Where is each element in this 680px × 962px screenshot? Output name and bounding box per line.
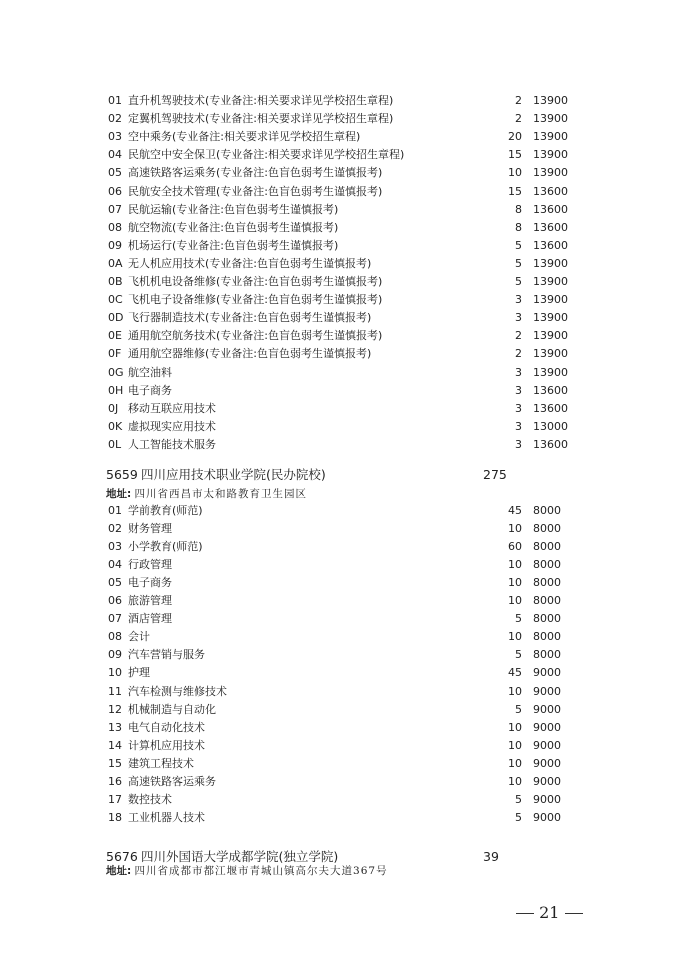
program-row xyxy=(0,110,680,128)
program-fee: 13900 xyxy=(533,166,568,180)
program-row xyxy=(0,574,680,592)
program-row xyxy=(0,664,680,682)
program-fee: 9000 xyxy=(533,666,561,680)
program-count: 8 xyxy=(515,202,522,216)
program-row xyxy=(0,592,680,610)
page-number-text: 21 xyxy=(539,903,560,922)
program-row xyxy=(0,400,680,418)
program-name: 护理 xyxy=(128,666,150,680)
program-count: 3 xyxy=(515,311,522,325)
program-count: 10 xyxy=(508,756,522,770)
program-code: 01 xyxy=(108,94,122,107)
address-label: 地址: xyxy=(106,865,132,877)
program-count: 10 xyxy=(508,576,522,590)
program-row xyxy=(0,610,680,628)
program-fee: 13900 xyxy=(533,311,568,325)
program-row xyxy=(0,628,680,646)
program-name: 建筑工程技术 xyxy=(128,756,194,770)
program-count: 10 xyxy=(508,774,522,788)
program-fee: 8000 xyxy=(533,558,561,572)
program-code: 04 xyxy=(108,148,122,162)
program-fee: 8000 xyxy=(533,612,561,626)
program-name: 民航安全技术管理(专业备注:色盲色弱考生谨慎报考) xyxy=(128,184,383,198)
program-row xyxy=(0,146,680,164)
program-count: 8 xyxy=(515,220,522,234)
program-fee: 13600 xyxy=(533,184,568,198)
program-count: 5 xyxy=(515,702,522,716)
program-name: 飞机机电设备维修(专业备注:色盲色弱考生谨慎报考) xyxy=(128,275,383,288)
program-count: 5 xyxy=(515,612,522,626)
program-name: 工业机器人技术 xyxy=(128,810,205,824)
program-count: 10 xyxy=(508,594,522,608)
program-count: 5 xyxy=(515,792,522,806)
program-row xyxy=(0,719,680,737)
program-fee: 13900 xyxy=(533,329,568,343)
program-row xyxy=(0,683,680,701)
program-row xyxy=(0,556,680,574)
program-code: 0F xyxy=(108,347,122,361)
program-row xyxy=(0,164,680,182)
program-count: 10 xyxy=(508,166,522,180)
program-count: 5 xyxy=(515,238,522,252)
program-count: 3 xyxy=(515,293,522,307)
program-fee: 9000 xyxy=(533,792,561,806)
program-row xyxy=(0,382,680,400)
program-count: 5 xyxy=(515,275,522,288)
program-code: 04 xyxy=(108,558,122,572)
program-count: 3 xyxy=(515,419,522,433)
program-row xyxy=(0,418,680,436)
program-row xyxy=(0,201,680,219)
program-code: 03 xyxy=(108,130,122,144)
program-fee: 13600 xyxy=(533,238,568,252)
program-fee: 9000 xyxy=(533,810,561,824)
program-count: 10 xyxy=(508,720,522,734)
program-name: 民航运输(专业备注:色盲色弱考生谨慎报考) xyxy=(128,202,339,216)
program-name: 计算机应用技术 xyxy=(128,738,205,752)
program-code: 02 xyxy=(108,112,122,126)
program-count: 5 xyxy=(515,648,522,662)
program-name: 移动互联应用技术 xyxy=(128,401,216,415)
program-code: 0D xyxy=(108,311,124,325)
program-fee: 13900 xyxy=(533,365,568,379)
program-code: 02 xyxy=(108,522,122,536)
program-code: 0K xyxy=(108,419,123,433)
program-count: 2 xyxy=(515,347,522,361)
program-count: 20 xyxy=(508,130,522,144)
program-code: 12 xyxy=(108,702,122,716)
program-row xyxy=(0,92,680,110)
program-name: 虚拟现实应用技术 xyxy=(128,419,216,433)
program-name: 直升机驾驶技术(专业备注:相关要求详见学校招生章程) xyxy=(128,94,394,107)
program-name: 民航空中安全保卫(专业备注:相关要求详见学校招生章程) xyxy=(128,148,405,162)
program-count: 2 xyxy=(515,329,522,343)
program-code: 16 xyxy=(108,774,122,788)
program-row xyxy=(0,737,680,755)
program-fee: 13600 xyxy=(533,202,568,216)
program-code: 06 xyxy=(108,594,122,608)
program-name: 小学教育(师范) xyxy=(128,540,203,554)
program-row xyxy=(0,773,680,791)
program-name: 飞行器制造技术(专业备注:色盲色弱考生谨慎报考) xyxy=(128,311,372,325)
program-fee: 9000 xyxy=(533,738,561,752)
program-code: 0L xyxy=(108,437,122,451)
program-code: 08 xyxy=(108,220,122,234)
program-code: 11 xyxy=(108,684,122,698)
program-code: 15 xyxy=(108,756,122,770)
program-row xyxy=(0,809,680,827)
program-code: 10 xyxy=(108,666,122,680)
program-fee: 13900 xyxy=(533,347,568,361)
program-name: 财务管理 xyxy=(128,522,172,536)
program-name: 人工智能技术服务 xyxy=(128,437,216,451)
program-fee: 13900 xyxy=(533,293,568,307)
program-name: 机场运行(专业备注:色盲色弱考生谨慎报考) xyxy=(128,238,339,252)
program-code: 18 xyxy=(108,810,122,824)
program-name: 通用航空航务技术(专业备注:色盲色弱考生谨慎报考) xyxy=(128,329,383,343)
program-row xyxy=(0,701,680,719)
program-fee: 13900 xyxy=(533,94,568,107)
program-name: 行政管理 xyxy=(128,558,172,572)
page-number xyxy=(516,903,583,922)
program-code: 05 xyxy=(108,166,122,180)
program-name: 酒店管理 xyxy=(128,612,172,626)
address-text: 四川省西昌市太和路教育卫生园区 xyxy=(134,488,308,500)
program-name: 电子商务 xyxy=(128,576,172,590)
program-fee: 13000 xyxy=(533,419,568,433)
program-code: 09 xyxy=(108,648,122,662)
program-count: 2 xyxy=(515,112,522,126)
program-fee: 13600 xyxy=(533,437,568,451)
program-code: 17 xyxy=(108,792,122,806)
program-row xyxy=(0,273,680,291)
program-count: 5 xyxy=(515,256,522,270)
page-number-dash xyxy=(565,913,583,914)
program-code: 0C xyxy=(108,293,123,307)
program-fee: 8000 xyxy=(533,594,561,608)
program-count: 45 xyxy=(508,666,522,680)
program-name: 航空油料 xyxy=(128,365,172,379)
program-row xyxy=(0,520,680,538)
program-count: 3 xyxy=(515,383,522,397)
program-code: 01 xyxy=(108,504,122,517)
program-count: 2 xyxy=(515,94,522,107)
school-total: 275 xyxy=(483,467,507,482)
program-fee: 9000 xyxy=(533,756,561,770)
school-name: 四川外国语大学成都学院(独立学院) xyxy=(141,849,339,864)
program-count: 3 xyxy=(515,365,522,379)
program-name: 航空物流(专业备注:色盲色弱考生谨慎报考) xyxy=(128,220,339,234)
program-fee: 13600 xyxy=(533,401,568,415)
program-code: 14 xyxy=(108,738,122,752)
program-count: 10 xyxy=(508,630,522,644)
program-row xyxy=(0,291,680,309)
program-row xyxy=(0,237,680,255)
program-count: 15 xyxy=(508,148,522,162)
program-code: 09 xyxy=(108,238,122,252)
program-count: 10 xyxy=(508,558,522,572)
program-name: 会计 xyxy=(128,630,150,644)
program-name: 电子商务 xyxy=(128,383,172,397)
program-row xyxy=(0,436,680,454)
program-row xyxy=(0,255,680,273)
program-name: 学前教育(师范) xyxy=(128,504,203,517)
program-fee: 8000 xyxy=(533,630,561,644)
program-count: 3 xyxy=(515,437,522,451)
program-count: 10 xyxy=(508,684,522,698)
program-code: 07 xyxy=(108,612,122,626)
program-name: 机械制造与自动化 xyxy=(128,702,216,716)
program-fee: 13900 xyxy=(533,130,568,144)
program-row xyxy=(0,183,680,201)
program-fee: 8000 xyxy=(533,522,561,536)
page-number-dash xyxy=(516,913,534,914)
address-text: 四川省成都市都江堰市青城山镇高尔夫大道367号 xyxy=(134,865,388,877)
program-code: 03 xyxy=(108,540,122,554)
program-code: 0J xyxy=(108,401,119,415)
program-fee: 13900 xyxy=(533,256,568,270)
program-code: 0E xyxy=(108,329,122,343)
school-name: 四川应用技术职业学院(民办院校) xyxy=(141,467,326,482)
school-address xyxy=(106,486,307,502)
program-count: 5 xyxy=(515,810,522,824)
program-name: 数控技术 xyxy=(128,792,172,806)
program-name: 通用航空器维修(专业备注:色盲色弱考生谨慎报考) xyxy=(128,347,372,361)
program-row xyxy=(0,364,680,382)
program-row xyxy=(0,538,680,556)
program-fee: 9000 xyxy=(533,702,561,716)
program-row xyxy=(0,791,680,809)
program-fee: 13600 xyxy=(533,220,568,234)
program-name: 无人机应用技术(专业备注:色盲色弱考生谨慎报考) xyxy=(128,256,372,270)
program-code: 07 xyxy=(108,202,122,216)
program-row xyxy=(0,755,680,773)
program-name: 空中乘务(专业备注:相关要求详见学校招生章程) xyxy=(128,130,361,144)
program-row xyxy=(0,219,680,237)
program-name: 高速铁路客运乘务 xyxy=(128,774,216,788)
school-address xyxy=(106,863,388,879)
program-name: 旅游管理 xyxy=(128,594,172,608)
program-code: 13 xyxy=(108,720,122,734)
program-fee: 9000 xyxy=(533,774,561,788)
program-fee: 8000 xyxy=(533,576,561,590)
program-row xyxy=(0,128,680,146)
program-row xyxy=(0,327,680,345)
program-fee: 13600 xyxy=(533,383,568,397)
program-row xyxy=(0,309,680,327)
school-header-5659 xyxy=(0,465,680,485)
school-total: 39 xyxy=(483,849,499,864)
program-fee: 9000 xyxy=(533,684,561,698)
program-count: 10 xyxy=(508,522,522,536)
program-row xyxy=(0,502,680,520)
program-code: 06 xyxy=(108,184,122,198)
program-code: 0B xyxy=(108,275,123,288)
program-fee: 13900 xyxy=(533,112,568,126)
program-name: 定翼机驾驶技术(专业备注:相关要求详见学校招生章程) xyxy=(128,112,394,126)
program-row xyxy=(0,646,680,664)
program-name: 汽车检测与维修技术 xyxy=(128,684,227,698)
program-code: 0H xyxy=(108,383,124,397)
program-code: 0A xyxy=(108,256,123,270)
program-code: 05 xyxy=(108,576,122,590)
program-fee: 8000 xyxy=(533,540,561,554)
program-name: 电气自动化技术 xyxy=(128,720,205,734)
program-count: 45 xyxy=(508,504,522,517)
address-label: 地址: xyxy=(106,488,132,500)
program-count: 60 xyxy=(508,540,522,554)
program-count: 3 xyxy=(515,401,522,415)
program-count: 15 xyxy=(508,184,522,198)
program-fee: 9000 xyxy=(533,720,561,734)
program-fee: 8000 xyxy=(533,648,561,662)
school-id: 5676 xyxy=(106,849,138,864)
program-count: 10 xyxy=(508,738,522,752)
program-code: 0G xyxy=(108,365,124,379)
program-fee: 13900 xyxy=(533,275,568,288)
program-name: 飞机电子设备维修(专业备注:色盲色弱考生谨慎报考) xyxy=(128,293,383,307)
program-name: 汽车营销与服务 xyxy=(128,648,205,662)
school-id: 5659 xyxy=(106,467,138,482)
program-name: 高速铁路客运乘务(专业备注:色盲色弱考生谨慎报考) xyxy=(128,166,383,180)
program-fee: 8000 xyxy=(533,504,561,517)
program-fee: 13900 xyxy=(533,148,568,162)
program-row xyxy=(0,345,680,363)
program-code: 08 xyxy=(108,630,122,644)
